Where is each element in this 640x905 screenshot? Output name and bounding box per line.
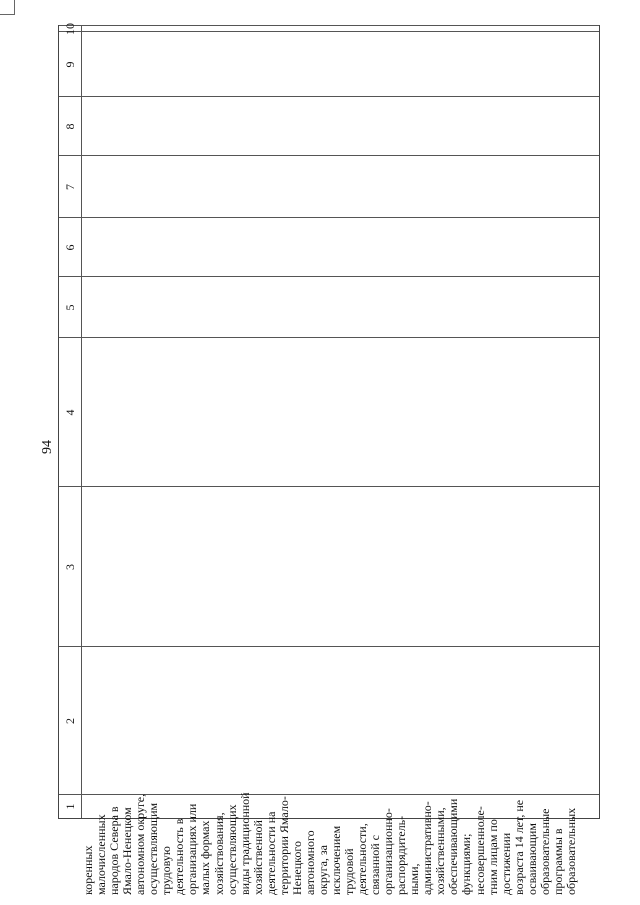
column-2-line: несовершенноле- <box>472 806 487 895</box>
column-2-line: связанной с <box>368 834 383 895</box>
header-cell: 1 <box>63 803 77 810</box>
column-2-line: деятельности на <box>263 811 278 895</box>
column-2-line: малых формах <box>198 820 213 895</box>
header-cell: 10 <box>63 23 77 35</box>
column-2-line: осуществляющим <box>146 802 161 895</box>
column-2-line: организационно- <box>381 808 396 895</box>
column-2-line: образовательные <box>537 808 552 895</box>
column-2-line: трудовую <box>159 846 174 895</box>
page-number: 94 <box>40 440 55 454</box>
column-2-line: функциями; <box>459 833 474 895</box>
column-2-line: Ямало-Ненецком <box>120 807 135 895</box>
header-cell: 9 <box>63 61 77 68</box>
column-2-line: возраста 14 лет, не <box>511 799 526 895</box>
column-2-line: коренных <box>81 845 95 895</box>
column-2-line: административно- <box>420 801 435 895</box>
column-2-line: деятельности, <box>355 823 370 895</box>
column-2-line: народов Севера в <box>107 806 122 895</box>
column-2-line: автономном округе, <box>133 793 148 895</box>
header-cell: 2 <box>63 718 77 724</box>
header-cell: 6 <box>63 244 77 251</box>
column-2-line: деятельность в <box>172 818 187 895</box>
header-cell: 5 <box>63 304 77 311</box>
header-cell: 4 <box>63 409 77 416</box>
column-2-line: автономного <box>302 830 317 895</box>
column-2-line: организациях или <box>185 803 200 895</box>
column-2-line: распорядитель- <box>394 815 409 895</box>
column-2-line: достижении <box>498 832 513 895</box>
column-2-line: образовательных <box>563 807 578 895</box>
header-cell: 7 <box>63 184 77 190</box>
column-2-line: программы в <box>550 828 565 895</box>
column-2-line: трудовой <box>342 848 356 895</box>
column-2-line: Ненецкого <box>289 840 304 895</box>
column-2-line: осваивающим <box>524 823 539 895</box>
column-2-line: малочисленных <box>94 814 109 895</box>
column-2-line: хозяйственными, <box>433 807 448 895</box>
header-cell: 8 <box>63 123 77 130</box>
column-2-line: виды традиционной <box>237 792 252 895</box>
column-2-line: хозяйственной <box>250 820 265 895</box>
column-2-line: осуществляющих <box>224 804 239 895</box>
column-2-line: округа, за <box>315 845 330 895</box>
column-2-line: тним лицам по <box>485 819 500 895</box>
column-2-line: территории Ямало- <box>276 796 291 895</box>
column-2-line: ными, <box>407 863 422 895</box>
header-cell: 3 <box>63 564 77 570</box>
column-2-line: исключением <box>328 825 343 895</box>
column-2-line: обеспечивающими <box>446 798 461 895</box>
column-2-line: хозяйствования, <box>211 812 226 895</box>
